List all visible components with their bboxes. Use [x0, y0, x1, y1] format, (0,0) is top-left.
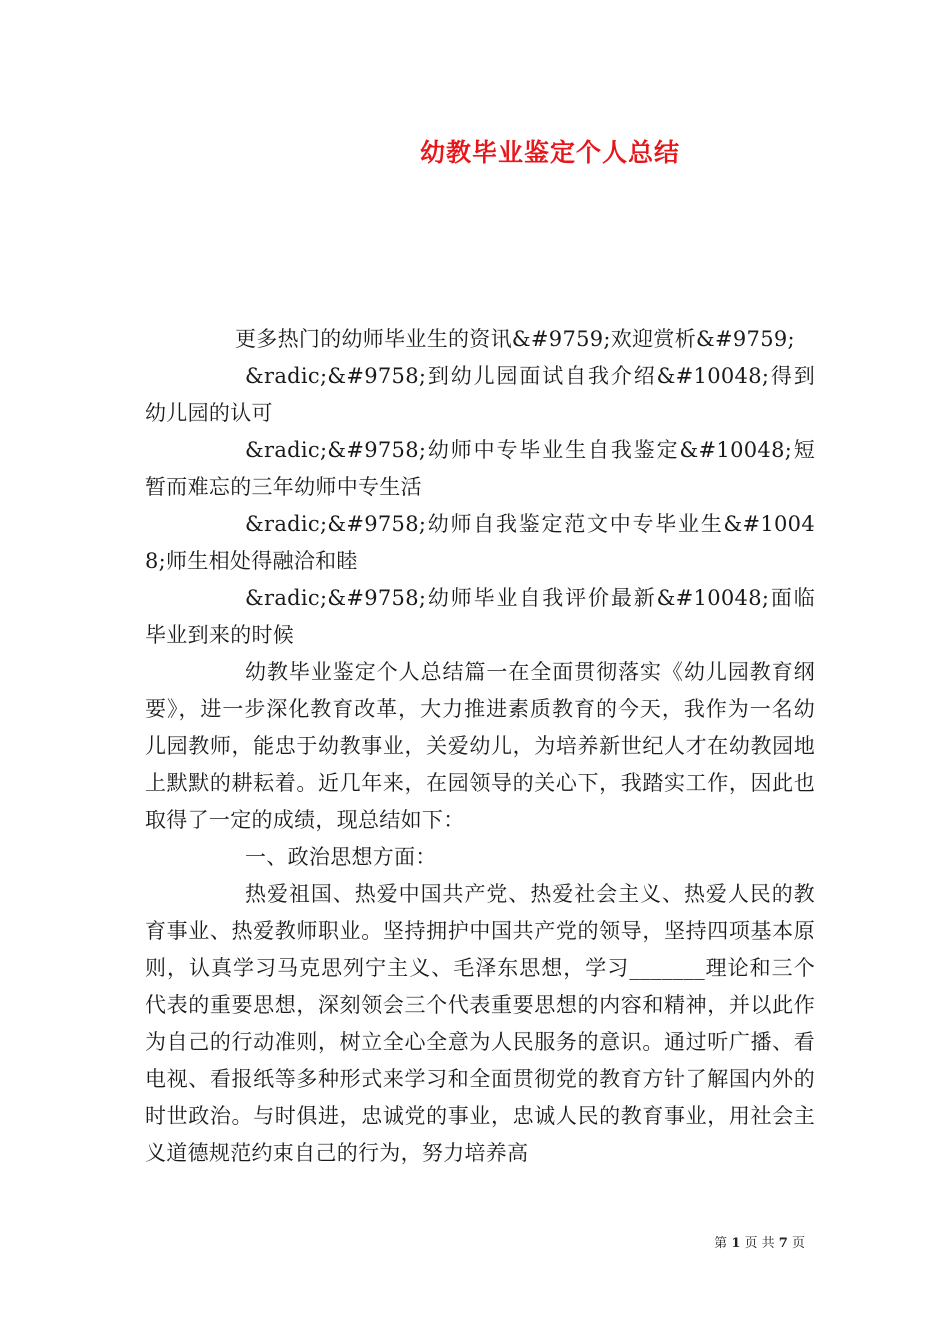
- current-page-number: 1: [731, 1236, 741, 1251]
- related-link-2[interactable]: &radic;&#9758;幼师中专毕业生自我鉴定&#10048;短暂而难忘的三年幼师中专生活: [145, 438, 815, 499]
- body-paragraph: 热爱祖国、热爱中国共产党、热爱社会主义、热爱人民的教育事业、热爱教师职业。坚持拥护中国共产党的领导，坚持四项基本原则，认真学习马克思列宁主义、毛泽东思想，学习_______理论和三个代表的重要思想，深刻领会三个代表重要思想的内容和精神，并以此作为自己的行动准则，树立全心全意为人民服务的意识。通过听广播、看电视、看报纸等多种形式来学习和全面贯彻党的教育方针了解国内外的时世政治。与时俱进，忠诚党的事业，忠诚人民的教育事业，用社会主义道德规范约束自己的行为，努力培养高: [145, 882, 815, 1165]
- total-page-number: 7: [778, 1236, 788, 1251]
- related-link-3[interactable]: &radic;&#9758;幼师自我鉴定范文中专毕业生&#10048;师生相处得融洽和睦: [145, 512, 815, 573]
- document-title: 幼教毕业鉴定个人总结: [419, 138, 680, 167]
- page-number-footer: [714, 1232, 805, 1251]
- related-link-4[interactable]: &radic;&#9758;幼师毕业自我评价最新&#10048;面临毕业到来的时候: [145, 586, 815, 647]
- footer-suffix: 页: [791, 1236, 805, 1251]
- footer-middle: 页 共: [744, 1236, 775, 1251]
- document-body: [145, 321, 815, 1172]
- intro-paragraph: 更多热门的幼师毕业生的资讯&#9759;欢迎赏析&#9759;: [235, 327, 795, 351]
- body-paragraph: 幼教毕业鉴定个人总结篇一在全面贯彻落实《幼儿园教育纲要》，进一步深化教育改革，大力推进素质教育的今天，我作为一名幼儿园教师，能忠于幼教事业，关爱幼儿，为培养新世纪人才在幼教园地上默默的耕耘着。近几年来，在园领导的关心下，我踏实工作，因此也取得了一定的成绩，现总结如下：: [145, 660, 815, 832]
- footer-prefix: 第: [714, 1236, 728, 1251]
- section-heading: 一、政治思想方面：: [245, 845, 437, 869]
- related-link-1[interactable]: &radic;&#9758;到幼儿园面试自我介绍&#10048;得到幼儿园的认可: [145, 364, 815, 425]
